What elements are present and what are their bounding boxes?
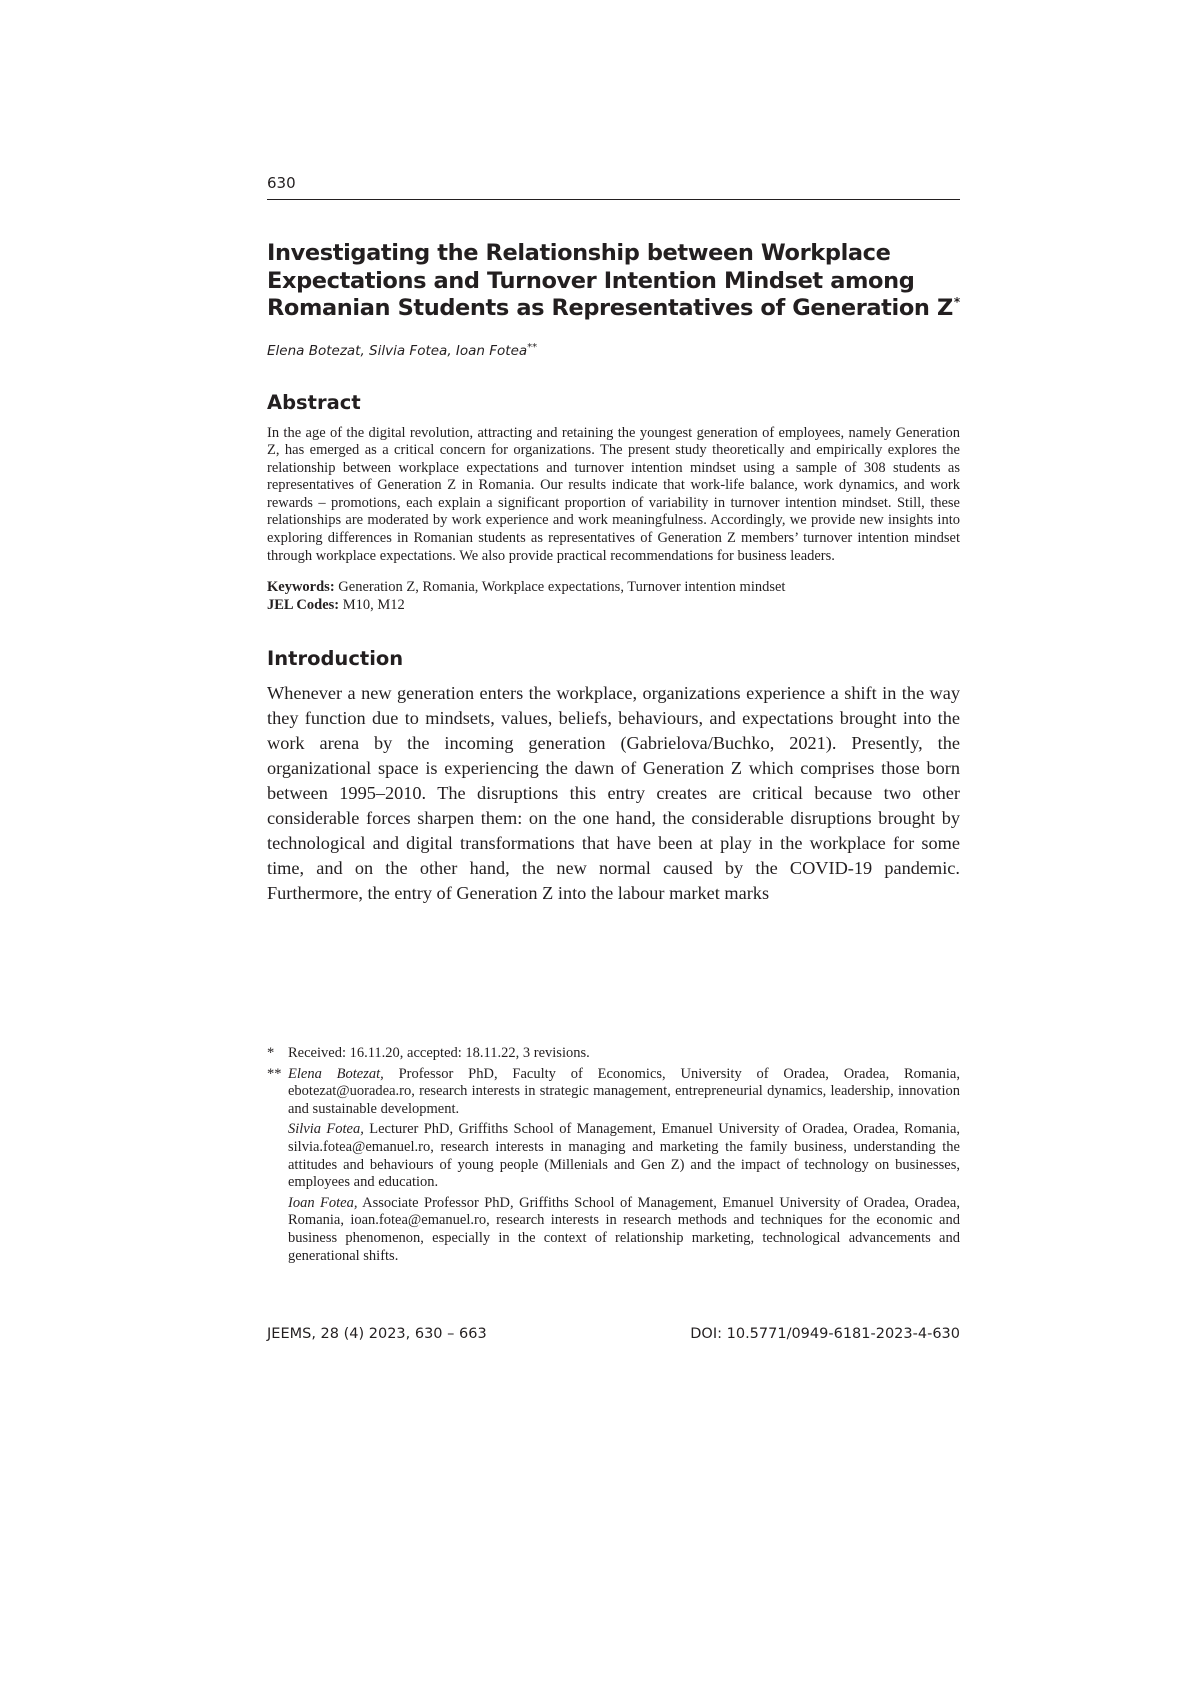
- author-note-text: Associate Professor PhD, Griffiths School of Management, Emanuel University of Oradea, Oradea, Romania, ioan.fotea@emanuel.ro, research interests in research methods and techniques for the economic and business phenomenon, especially in the context of relationship marketing, technological advancements and generational shifts.: [288, 1194, 960, 1264]
- abstract-text: In the age of the digital revolution, attracting and retaining the youngest generation of employees, namely Generation Z, has emerged as a critical concern for organizations. The present study theoretically and empirically explores the relationship between workplace expectations and turnover intention mindset using a sample of 308 students as representatives of Generation Z in Romania. Our results indicate that work-life balance, work dynamics, and work rewards – promotions, each explain a significant proportion of variability in turnover intention mindset. Still, these relationships are moderated by work experience and work meaningfulness. Accordingly, we provide new insights into exploring differences in Romanian students as representatives of Generation Z members’ turnover intention mindset through workplace expectations. We also provide practical recommendations for business leaders.: [267, 424, 960, 564]
- footnote-received: [267, 1045, 960, 1063]
- footnote-received-text: Received: 16.11.20, accepted: 18.11.22, 3 revisions.: [288, 1045, 590, 1061]
- keywords-line: [267, 578, 960, 596]
- footnotes: [267, 1045, 960, 1268]
- footnote-mark-authors: **: [267, 1065, 282, 1082]
- abstract-heading: Abstract: [267, 390, 361, 414]
- author-list: [267, 343, 960, 359]
- author-note: [288, 1121, 960, 1191]
- author-note-name: Elena Botezat,: [288, 1065, 384, 1082]
- author-note: [288, 1195, 960, 1265]
- journal-citation: JEEMS, 28 (4) 2023, 630 – 663: [267, 1326, 487, 1342]
- article-title: [267, 240, 960, 323]
- jel-value: M10, M12: [342, 597, 405, 614]
- article-body: [267, 240, 960, 905]
- keywords-value: Generation Z, Romania, Workplace expectations, Turnover intention mindset: [338, 579, 786, 596]
- author-note-name: Silvia Fotea,: [288, 1121, 364, 1138]
- author-footnote-marker: **: [527, 341, 538, 353]
- header-rule: [267, 199, 960, 200]
- jel-line: [267, 596, 960, 614]
- article-title-text: Investigating the Relationship between Workplace Expectations and Turnover Intention Mindset among Romanian Students as Representatives of Generation Z: [267, 240, 953, 321]
- keywords-block: [267, 578, 960, 614]
- footnote-mark-received: *: [267, 1045, 275, 1061]
- introduction-text: Whenever a new generation enters the workplace, organizations experience a shift in the way they function due to mindsets, values, beliefs, behaviours, and expectations brought into the work arena by the incoming generation (Gabrielova/Buchko, 2021). Presently, the organizational space is experiencing the dawn of Generation Z which comprises those born between 1995–2010. The disruptions this entry creates are critical because two other considerable forces sharpen them: on the one hand, the considerable disruptions brought by technological and digital transformations that have been at play in the workplace for some time, and on the other hand, the new normal caused by the COVID-19 pandemic. Furthermore, the entry of Generation Z into the labour market marks: [267, 683, 960, 903]
- author-note-text: Professor PhD, Faculty of Economics, University of Oradea, Oradea, Romania, ebotezat@uoradea.ro, research interests in strategic management, entrepreneurial dynamics, leadership, innovation and sustainable development.: [288, 1065, 960, 1117]
- title-footnote-marker: *: [953, 295, 960, 309]
- author-note-text: Lecturer PhD, Griffiths School of Management, Emanuel University of Oradea, Oradea, Romania, silvia.fotea@emanuel.ro, research interests in managing and marketing the family business, understanding the attitudes and behaviours of young people (Millenials and Gen Z) and the impact of technology on businesses, employees and education.: [288, 1121, 961, 1191]
- jel-label: JEL Codes:: [267, 597, 340, 614]
- doi-link[interactable]: DOI: 10.5771/0949-6181-2023-4-630: [690, 1326, 960, 1342]
- introduction-heading: Introduction: [267, 647, 404, 671]
- footnote-authors: [267, 1066, 960, 1266]
- page-number: 630: [267, 174, 296, 192]
- author-note: [288, 1066, 960, 1119]
- author-names: Elena Botezat, Silvia Fotea, Ioan Fotea: [267, 342, 528, 359]
- author-note-name: Ioan Fotea,: [288, 1194, 358, 1211]
- keywords-label: Keywords:: [267, 579, 335, 596]
